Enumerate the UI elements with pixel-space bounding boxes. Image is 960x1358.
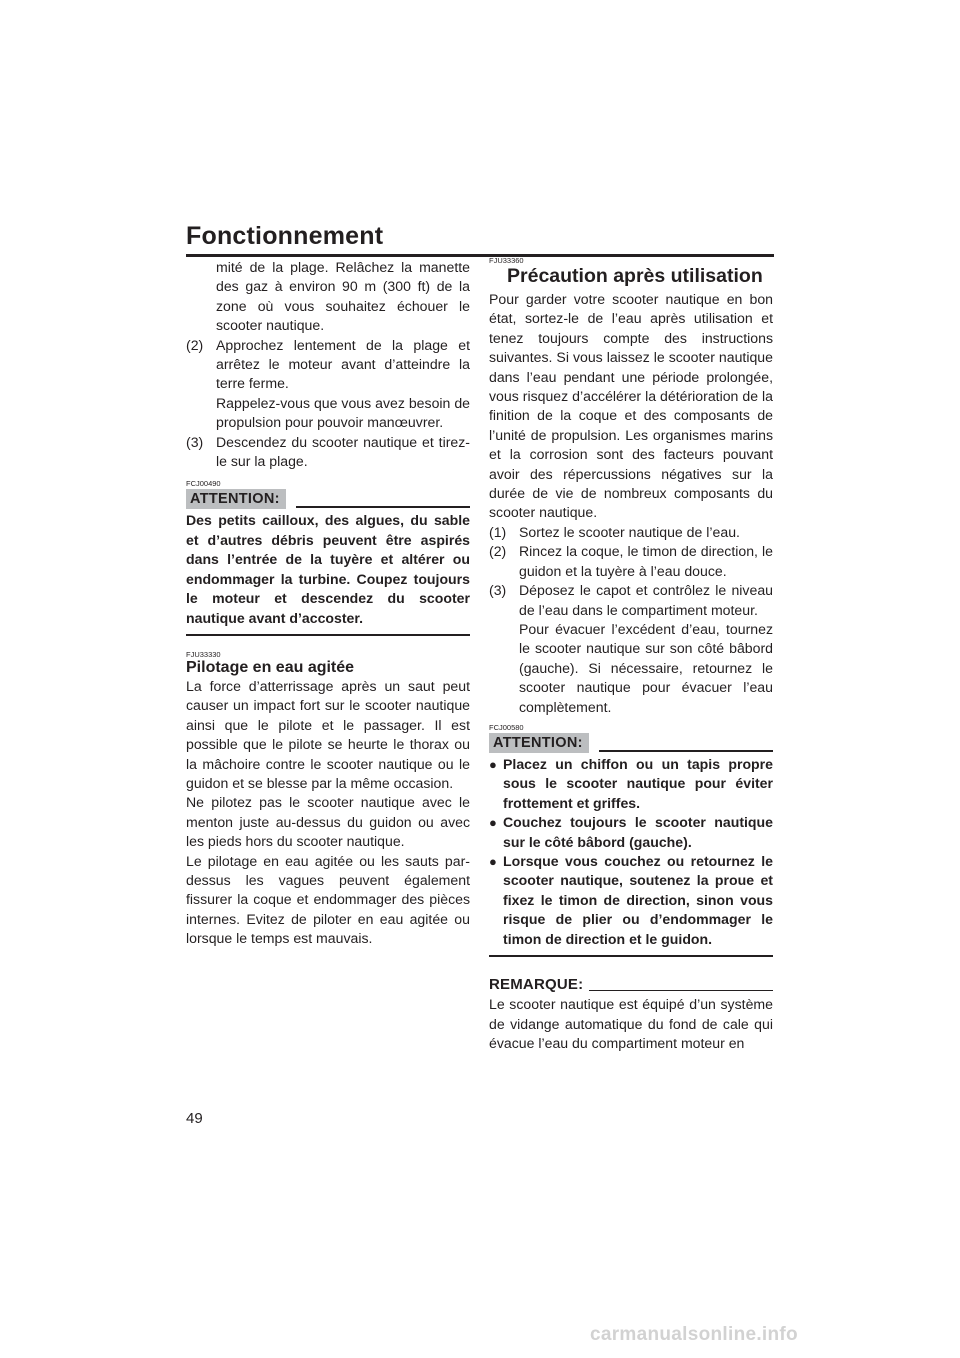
section-heading: Précaution après utilisation <box>507 265 763 287</box>
step-text: Rincez la coque, le timon de direction, le guidon et la tuyère à l’eau douce. <box>519 543 773 579</box>
bullet-icon: ● <box>489 756 497 772</box>
step-number: (3) <box>186 433 204 450</box>
bullet-text: Lorsque vous couchez ou retournez le scooter nautique, soutenez la proue et fixez le timon de direction, sinon vous risque de plier ou d’endommager le timon de direction et le guidon. <box>503 852 773 947</box>
attention-header <box>489 733 773 753</box>
step-number: (2) <box>186 336 204 353</box>
attention-text: Des petits cailloux, des algues, du sable et d’autres débris peuvent être aspirés dans l’entrée de la tuyère et altérer ou endommager la turbine. Coupez toujours le moteur et descendez du scooter nautique avant d’accoster. <box>186 512 470 626</box>
right-column <box>489 258 773 1054</box>
reference-code: FJU33330 <box>186 649 221 659</box>
bullet-text: Couchez toujours le scooter nautique sur le côté bâbord (gauche). <box>503 814 773 850</box>
step-item <box>489 542 773 581</box>
attention-rule <box>296 506 470 508</box>
remark-rule <box>589 990 773 991</box>
paragraph: Ne pilotez pas le scooter nautique avec le menton juste au-dessus du guidon ou avec les pieds hors du scooter nautique. <box>186 794 470 850</box>
paragraph: Pour garder votre scooter nautique en bon état, sortez-le de l’eau après utilisation et tenez toujours compte des instructions suivantes. Si vous laissez le scooter nautique dans l’eau pendant une période prolongée, vous risquez d’accélérer la détérioration de la finition de la coque et des composants de l’unité de propulsion. Les organismes marins et la corrosion sont des facteurs pouvant avoir des répercussions négatives sur la durée de vie de nombreux composants du scooter nautique. <box>489 291 773 521</box>
reference-code: FJU33360 <box>489 256 524 265</box>
step-note: Pour évacuer l’excédent d’eau, tournez le scooter nautique sur son côté bâbord (gauche). Si nécessaire, retournez le scooter nautique pour évacuer l’eau complètement. <box>519 620 773 715</box>
bullet-text: Placez un chiffon ou un tapis propre sous le scooter nautique pour éviter frottement et griffes. <box>503 755 773 811</box>
attention-header <box>186 489 470 509</box>
bullet-icon: ● <box>489 815 497 831</box>
reference-code: FCJ00490 <box>186 479 221 489</box>
remark-header <box>489 975 773 994</box>
step-text: Déposez le capot et contrôlez le niveau de l’eau dans le compartiment moteur. <box>519 582 773 618</box>
attention-rule <box>599 750 773 752</box>
watermark: carmanualsonline.info <box>590 1324 798 1345</box>
bullet-item <box>489 755 773 813</box>
left-column <box>186 258 470 949</box>
step-text: Approchez lentement de la plage et arrêtez le moteur avant d’atteindre la terre ferme. <box>216 336 470 392</box>
step-text: Sortez le scooter nautique de l’eau. <box>519 523 740 540</box>
step-number: (3) <box>489 582 507 599</box>
step-item <box>489 581 773 620</box>
step-item <box>186 433 470 472</box>
attention-badge: ATTENTION: <box>186 489 286 509</box>
remark-text: Le scooter nautique est équipé d’un système de vidange automatique du fond de cale qui évacue l’eau du compartiment moteur en <box>489 996 773 1052</box>
bullet-icon: ● <box>489 853 497 869</box>
remark-label: REMARQUE: <box>489 976 584 993</box>
continued-text: mité de la plage. Relâchez la manette des gaz à environ 90 m (300 ft) de la zone où vous souhaitez échouer le scooter nautique. <box>216 259 470 334</box>
paragraph: La force d’atterrissage après un saut peut causer un impact fort sur le scooter nautique ainsi que le pilote et le passager. Il est possible que le pilote se heurte le thorax ou la mâchoire contre le scooter nautique ou le guidon et se blesse par la même occasion. <box>186 677 470 791</box>
step-text: Descendez du scooter nautique et tirez-le sur la plage. <box>216 433 470 470</box>
section-heading: Pilotage en eau agitée <box>186 658 355 676</box>
bullet-item <box>489 813 773 852</box>
step-item <box>186 336 470 394</box>
page-number: 49 <box>186 1110 203 1127</box>
step-note: Rappelez-vous que vous avez besoin de propulsion pour pouvoir manœuvrer. <box>216 394 470 431</box>
reference-code: FCJ00580 <box>489 722 524 732</box>
bullet-item <box>489 852 773 949</box>
step-item <box>489 523 773 542</box>
step-number: (1) <box>489 523 507 540</box>
page-title: Fonctionnement <box>186 222 384 250</box>
paragraph: Le pilotage en eau agitée ou les sauts par-dessus les vagues peuvent également fissurer la coque et endommager des pièces internes. Evitez de piloter en eau agitée ou lorsque le temps est mauvais. <box>186 852 470 947</box>
step-number: (2) <box>489 543 507 560</box>
attention-badge: ATTENTION: <box>489 733 589 753</box>
